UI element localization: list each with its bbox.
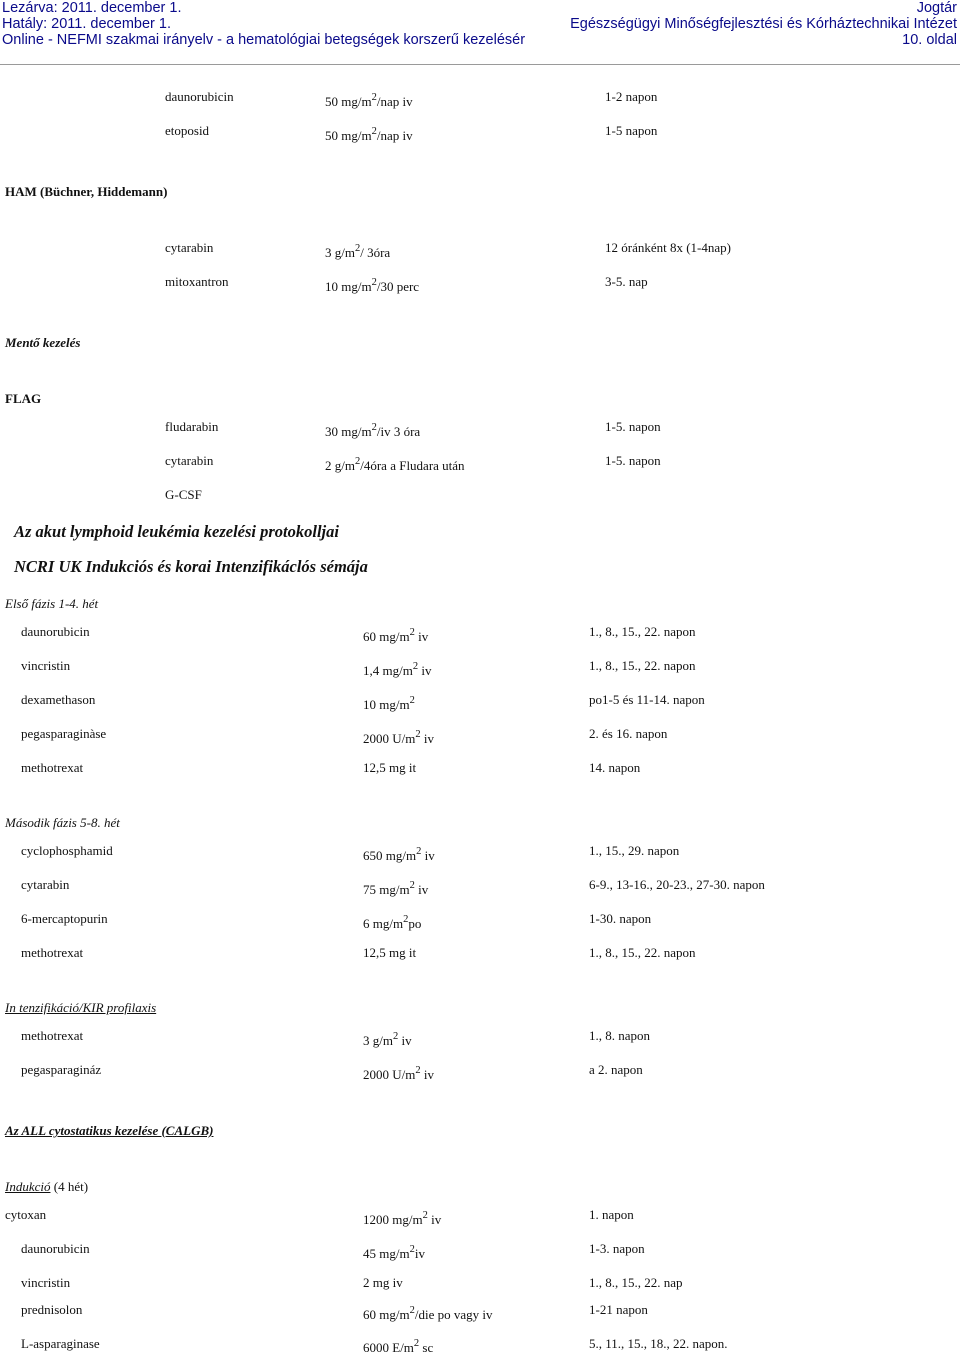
drug-dose: 50 $mg/m^2$/nap iv bbox=[325, 92, 413, 109]
phase-title: Első fázis 1-4. hét bbox=[5, 596, 99, 611]
drug-name: fludarabin bbox=[165, 419, 219, 434]
heading-all-protocols: Az akut lymphoid leukémia kezelési protokolljai bbox=[14, 522, 339, 541]
drug-name: G-CSF bbox=[165, 487, 202, 502]
drug-days: 12 óránként 8x (1-4nap) bbox=[605, 240, 731, 255]
drug-dose: 6 $mg/m^2po$ bbox=[363, 914, 422, 931]
drug-days: 1-5. napon bbox=[605, 453, 661, 468]
drug-days: po1-5 és 11-14. napon bbox=[589, 692, 705, 707]
drug-dose: 75 $mg/m^2$ iv bbox=[363, 880, 429, 897]
drug-name: daunorubicin bbox=[165, 89, 234, 104]
drug-dose: 10 $mg/m^2/30$ perc bbox=[325, 277, 420, 294]
drug-days: 1., 8. napon bbox=[589, 1028, 651, 1043]
drug-name: daunorubicin bbox=[21, 1241, 90, 1256]
drug-dose: 30 $mg/m^2/iv$ 3 óra bbox=[325, 422, 421, 439]
drug-dose: 60 $mg/m^2$ iv bbox=[363, 627, 429, 644]
drug-name: cytoxan bbox=[5, 1207, 47, 1222]
drug-days: 2. és 16. napon bbox=[589, 726, 668, 741]
drug-days: 14. napon bbox=[589, 760, 641, 775]
drug-dose: 10 $mg/m^2$ bbox=[363, 695, 415, 712]
drug-name: pegasparaginàse bbox=[21, 726, 107, 741]
drug-name: cytarabin bbox=[165, 240, 214, 255]
drug-days: 1., 8., 15., 22. napon bbox=[589, 624, 696, 639]
drug-name: vincristin bbox=[21, 1275, 71, 1290]
drug-days: 1-3. napon bbox=[589, 1241, 645, 1256]
drug-days: 5., 11., 15., 18., 22. napon. bbox=[589, 1336, 728, 1351]
drug-name: etoposid bbox=[165, 123, 210, 138]
drug-dose: 2 $g/m^2/4óra$ a Fludara után bbox=[325, 456, 465, 473]
drug-name: dexamethason bbox=[21, 692, 96, 707]
header-lezarva: Lezárva: 2011. december 1. bbox=[2, 0, 182, 16]
drug-name: daunorubicin bbox=[21, 624, 90, 639]
drug-dose: 1,4 $mg/m^2$ iv bbox=[363, 661, 432, 678]
drug-days: 1-21 napon bbox=[589, 1302, 648, 1317]
phase-title: In tenzifikáció/KIR profilaxis bbox=[5, 1000, 157, 1015]
drug-days: 6-9., 13-16., 20-23., 27-30. napon bbox=[589, 877, 765, 892]
drug-name: methotrexat bbox=[21, 1028, 84, 1043]
section-title-flag: FLAG bbox=[5, 391, 42, 406]
drug-name: methotrexat bbox=[21, 760, 84, 775]
drug-name: pegasparagináz bbox=[21, 1062, 102, 1077]
drug-name: L-asparaginase bbox=[21, 1336, 100, 1351]
page-header bbox=[0, 0, 960, 66]
header-publisher: Jogtár bbox=[916, 0, 957, 16]
header-divider bbox=[0, 64, 960, 65]
drug-days: 3-5. nap bbox=[605, 274, 648, 289]
section-title-ham: HAM (Büchner, Hiddemann) bbox=[5, 184, 168, 199]
drug-days: 1., 8., 15., 22. napon bbox=[589, 658, 696, 673]
section-title-salvage: Mentő kezelés bbox=[5, 335, 81, 350]
drug-days: 1-30. napon bbox=[589, 911, 652, 926]
drug-dose: 3 $g/m^2/$ 3óra bbox=[325, 243, 391, 260]
drug-dose: 12,5 mg it bbox=[363, 945, 417, 960]
drug-days: 1., 8., 15., 22. napon bbox=[589, 945, 696, 960]
drug-name: mitoxantron bbox=[165, 274, 229, 289]
drug-days: 1., 15., 29. napon bbox=[589, 843, 680, 858]
drug-dose: 2000 $U/m^2$ iv bbox=[363, 1065, 434, 1082]
drug-days: 1. napon bbox=[589, 1207, 634, 1222]
drug-dose: 2000 $U/m^2$ iv bbox=[363, 729, 434, 746]
header-hataly: Hatály: 2011. december 1. bbox=[2, 16, 171, 32]
drug-dose: 12,5 mg it bbox=[363, 760, 417, 775]
drug-days: a 2. napon bbox=[589, 1062, 643, 1077]
drug-dose: 45 $mg/m^2iv$ bbox=[363, 1244, 425, 1261]
drug-days: 1-5 napon bbox=[605, 123, 658, 138]
drug-days: 1-2 napon bbox=[605, 89, 658, 104]
header-institute: Egészségügyi Minőségfejlesztési és Kórháztechnikai Intézet bbox=[570, 16, 957, 32]
drug-days: 1-5. napon bbox=[605, 419, 661, 434]
drug-dose: 1200 $mg/m^2$ iv bbox=[363, 1210, 442, 1227]
drug-dose: 650 $mg/m^2$ iv bbox=[363, 846, 435, 863]
phase-title: Indukció (4 hét) bbox=[5, 1179, 89, 1194]
drug-dose: 6000 $E/m^2$ sc bbox=[363, 1338, 434, 1355]
heading-calgb: Az ALL cytostatikus kezelése (CALGB) bbox=[5, 1123, 214, 1138]
heading-ncri: NCRI UK Indukciós és korai Intenzifikáclós sémája bbox=[14, 557, 368, 576]
drug-dose: 2 mg iv bbox=[363, 1275, 403, 1290]
phase-title: Második fázis 5-8. hét bbox=[5, 815, 120, 830]
drug-dose: 60 $mg/m^2$/die po vagy iv bbox=[363, 1305, 493, 1322]
drug-name: cytarabin bbox=[21, 877, 70, 892]
drug-name: prednisolon bbox=[21, 1302, 83, 1317]
header-page-number: 10. oldal bbox=[902, 32, 957, 48]
drug-dose: 50 $mg/m^2$/nap iv bbox=[325, 126, 413, 143]
drug-days: 1., 8., 15., 22. nap bbox=[589, 1275, 683, 1290]
drug-name: 6-mercaptopurin bbox=[21, 911, 108, 926]
header-document-title: Online - NEFMI szakmai irányelv - a hematológiai betegségek korszerű kezelésér bbox=[2, 32, 526, 48]
drug-name: methotrexat bbox=[21, 945, 84, 960]
drug-name: vincristin bbox=[21, 658, 71, 673]
drug-name: cytarabin bbox=[165, 453, 214, 468]
drug-dose: 3 $g/m^2$ iv bbox=[363, 1031, 412, 1048]
drug-name: cyclophosphamid bbox=[21, 843, 113, 858]
